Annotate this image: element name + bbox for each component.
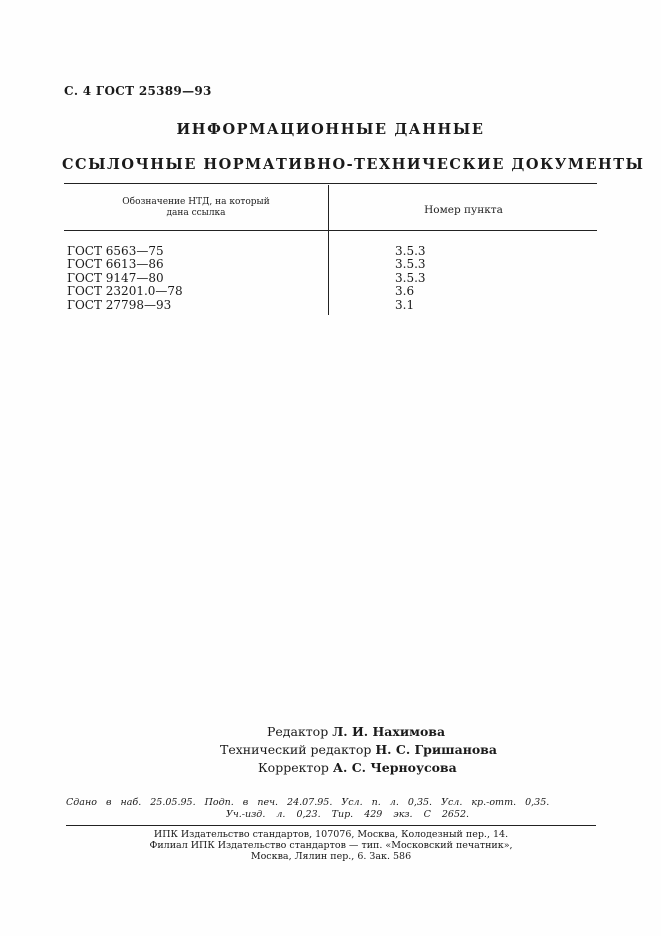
table-row-item: 3.1 (395, 297, 415, 312)
imprint-line-2: Уч.-изд. л. 0,23. Тир. 429 экз. С 2652. (226, 809, 470, 820)
imprint-line-1: Сдано в наб. 25.05.95. Подп. в печ. 24.07.95. Усл. п. л. 0,35. Усл. кр.-отт. 0,35. (66, 797, 550, 808)
table-row-item: 3.5.3 (395, 244, 426, 258)
item-column (395, 245, 426, 312)
table-row-doc: ГОСТ 9147—80 (67, 270, 164, 285)
table-row-item: 3.5.3 (395, 257, 426, 272)
section-title: ИНФОРМАЦИОННЫЕ ДАННЫЕ (176, 121, 485, 138)
column-header-document: Обозначение НТД, на который дана ссылка (122, 197, 270, 218)
corrector-line: Корректор А. С. Черноусова (258, 760, 457, 775)
table-row-doc: ГОСТ 27798—93 (67, 297, 172, 312)
tech-editor-line: Технический редактор Н. С. Гришанова (220, 742, 497, 757)
table-row-doc: ГОСТ 6613—86 (67, 257, 164, 272)
table-row-item: 3.6 (395, 284, 415, 299)
table-row-doc: ГОСТ 6563—75 (67, 244, 164, 258)
editor-line: Редактор Л. И. Нахимова (267, 724, 446, 739)
table-header-rule (64, 230, 597, 231)
publisher-line-3: Москва, Лялин пер., 6. Зак. 586 (250, 851, 412, 862)
document-column (67, 245, 183, 312)
publisher-line-2: Филиал ИПК Издательство стандартов — тип. «Московский печатник», (149, 840, 513, 851)
section-subtitle: ССЫЛОЧНЫЕ НОРМАТИВНО-ТЕХНИЧЕСКИЕ ДОКУМЕНТЫ (62, 156, 645, 173)
column-header-item: Номер пункта (424, 204, 503, 216)
table-column-divider (328, 185, 329, 315)
table-top-rule (64, 183, 597, 184)
table-row-item: 3.5.3 (395, 270, 426, 285)
page-header: С. 4 ГОСТ 25389—93 (64, 84, 212, 98)
imprint-rule (66, 825, 596, 826)
table-row-doc: ГОСТ 23201.0—78 (67, 284, 183, 299)
publisher-line-1: ИПК Издательство стандартов, 107076, Москва, Колодезный пер., 14. (153, 829, 509, 840)
